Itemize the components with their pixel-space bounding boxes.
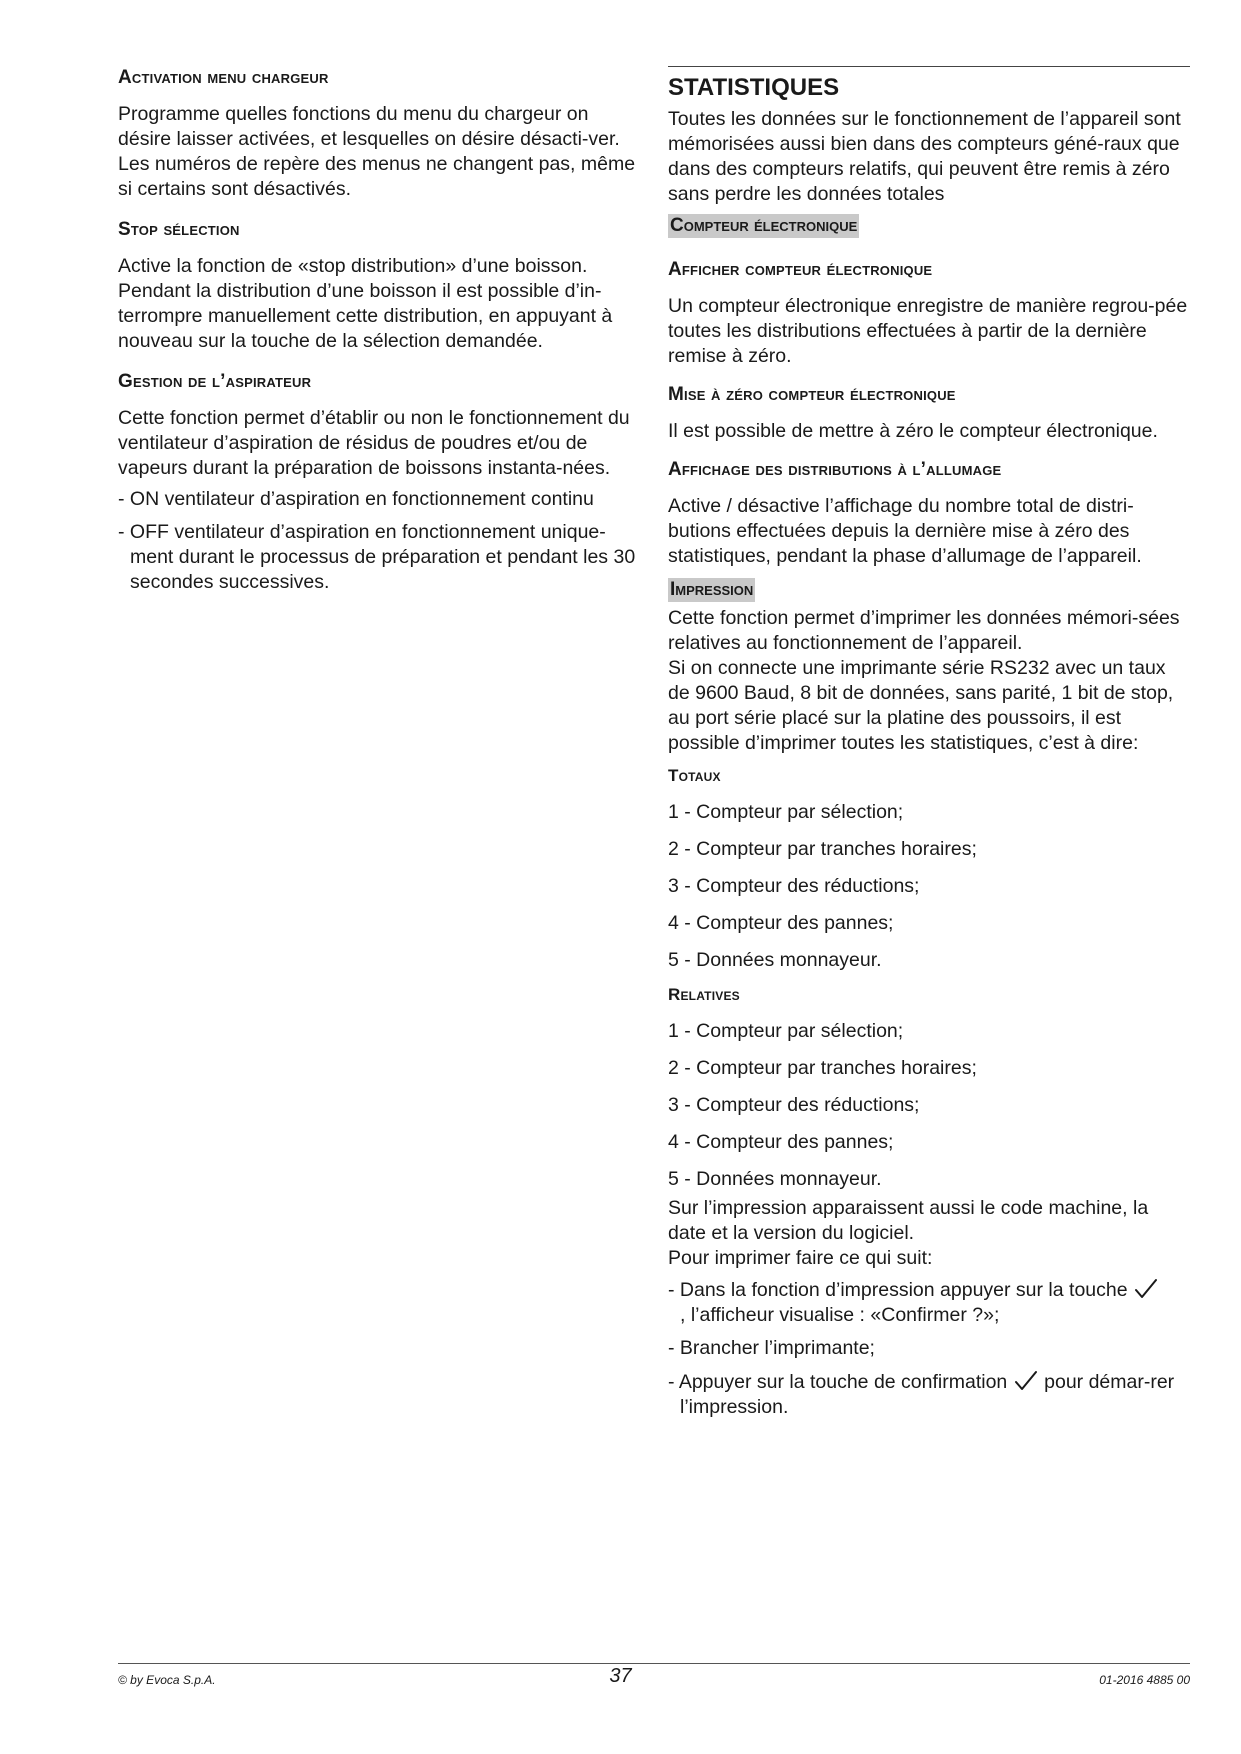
heading-totaux: Totaux	[668, 766, 721, 785]
list-item: 5 - Données monnayeur.	[668, 1168, 882, 1190]
paragraph: Active la fonction de «stop distribution» d’une boisson. Pendant la distribution d’une boisson il est possible d’in-terrompre manuellement cette distribution, en appuyant à nouveau sur la touche de la sélection demandée.	[118, 255, 613, 352]
checkmark-icon	[1133, 1277, 1159, 1301]
heading-activation-menu-chargeur: Activation menu chargeur	[118, 67, 329, 88]
list-item: - ON ventilateur d’aspiration en fonctionnement continu	[118, 488, 594, 510]
relatives-list	[668, 1019, 1190, 1192]
list-item: 1 - Compteur par sélection;	[668, 801, 904, 823]
list-item: 2 - Compteur par tranches horaires;	[668, 1057, 977, 1079]
footer-copyright: © by Evoca S.p.A.	[118, 1673, 216, 1687]
heading-gestion-aspirateur: Gestion de l’aspirateur	[118, 371, 312, 392]
list-item: 3 - Compteur des réductions;	[668, 875, 920, 897]
list-item: 5 - Données monnayeur.	[668, 949, 882, 971]
section-rule	[668, 66, 1190, 67]
step-1-text: - Dans la fonction d’impression appuyer sur la touche	[668, 1279, 1128, 1301]
list-item: 4 - Compteur des pannes;	[668, 1131, 894, 1153]
step-3-text-cont: pour démar-rer l’impression.	[680, 1371, 1175, 1418]
paragraph: Sur l’impression apparaissent aussi le code machine, la date et la version du logiciel.	[668, 1197, 1149, 1244]
paragraph: Programme quelles fonctions du menu du chargeur on désire laisser activées, et lesquelles on désire désacti-ver.	[118, 103, 620, 150]
step-3	[668, 1369, 1190, 1420]
heading-afficher-compteur: Afficher compteur électronique	[668, 259, 933, 280]
step-2: - Brancher l’imprimante;	[668, 1337, 875, 1359]
footer-doc-code: 01-2016 4885 00	[1099, 1673, 1190, 1687]
paragraph: Si on connecte une imprimante série RS232 avec un taux de 9600 Baud, 8 bit de données, sans parité, 1 bit de stop, au port série placé sur la platine des poussoirs, il est possible d’imprimer toutes les statistiques, c’est à dire:	[668, 657, 1174, 754]
list-item: 2 - Compteur par tranches horaires;	[668, 838, 977, 860]
right-column	[668, 66, 1190, 1420]
highlight-heading-impression: Impression	[670, 579, 754, 600]
step-1	[668, 1277, 1190, 1328]
paragraph: Un compteur électronique enregistre de manière regrou-pée toutes les distributions effectuées à partir de la dernière remise à zéro.	[668, 295, 1188, 367]
paragraph: Il est possible de mettre à zéro le compteur électronique.	[668, 420, 1158, 442]
paragraph: Cette fonction permet d’imprimer les données mémori-sées relatives au fonctionnement de l’appareil.	[668, 607, 1180, 654]
left-column	[118, 66, 636, 595]
highlight-heading-compteur: Compteur électronique	[670, 215, 858, 236]
page-number: 37	[609, 1665, 632, 1687]
list-item: 4 - Compteur des pannes;	[668, 912, 894, 934]
paragraph: Active / désactive l’affichage du nombre total de distri-butions effectuées depuis la dernière mise à zéro des statistiques, pendant la phase d’allumage de l’appareil.	[668, 495, 1142, 567]
totaux-list	[668, 800, 1190, 973]
section-title: STATISTIQUES	[668, 74, 840, 101]
step-1-text-cont: , l’afficheur visualise : «Confirmer ?»;	[680, 1304, 1000, 1326]
paragraph: Les numéros de repère des menus ne changent pas, même si certains sont désactivés.	[118, 153, 636, 200]
checkmark-icon	[1013, 1369, 1039, 1393]
paragraph: Cette fonction permet d’établir ou non le fonctionnement du ventilateur d’aspiration de résidus de poudres et/ou de vapeurs durant la préparation de boissons instanta-nées.	[118, 407, 630, 479]
heading-mise-a-zero: Mise à zéro compteur électronique	[668, 384, 956, 405]
list-item: 3 - Compteur des réductions;	[668, 1094, 920, 1116]
list-item: - OFF ventilateur d’aspiration en fonctionnement unique-ment durant le processus de préparation et pendant les 30 secondes successives.	[118, 521, 636, 593]
heading-stop-selection: Stop sélection	[118, 219, 240, 240]
step-3-text: - Appuyer sur la touche de confirmation	[668, 1371, 1008, 1393]
heading-affichage-distributions: Affichage des distributions à l’allumage	[668, 459, 1002, 480]
paragraph: Pour imprimer faire ce qui suit:	[668, 1247, 933, 1269]
heading-relatives: Relatives	[668, 985, 740, 1004]
paragraph: Toutes les données sur le fonctionnement de l’appareil sont mémorisées aussi bien dans des compteurs géné-raux que dans des compteurs relatifs, qui peuvent être remis à zéro sans perdre les données totales	[668, 108, 1181, 205]
list-item: 1 - Compteur par sélection;	[668, 1020, 904, 1042]
